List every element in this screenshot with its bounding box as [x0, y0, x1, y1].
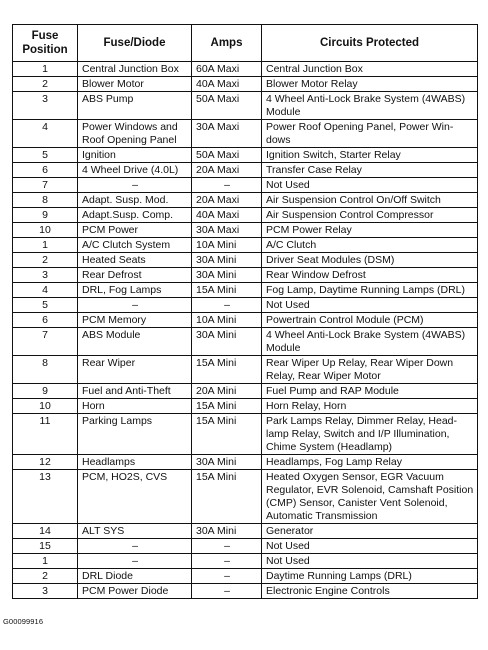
cell-circuits-protected: Horn Relay, Horn: [262, 399, 478, 414]
cell-amps: –: [192, 298, 262, 313]
cell-amps: 20A Maxi: [192, 163, 262, 178]
cell-fuse-diode: –: [78, 178, 192, 193]
cell-fuse-diode: Headlamps: [78, 455, 192, 470]
cell-fuse-position: 1: [13, 238, 78, 253]
table-row: [13, 539, 478, 554]
header-fuse-diode: Fuse/Diode: [78, 25, 192, 62]
header-amps: Amps: [192, 25, 262, 62]
cell-fuse-position: 2: [13, 77, 78, 92]
table-body: [13, 62, 478, 599]
cell-circuits-protected: A/C Clutch: [262, 238, 478, 253]
table-row: [13, 328, 478, 356]
cell-fuse-diode: Rear Wiper: [78, 356, 192, 384]
table-row: [13, 313, 478, 328]
cell-amps: 20A Maxi: [192, 193, 262, 208]
cell-fuse-diode: –: [78, 539, 192, 554]
cell-amps: 15A Mini: [192, 283, 262, 298]
cell-circuits-protected: Central Junction Box: [262, 62, 478, 77]
cell-fuse-position: 12: [13, 455, 78, 470]
cell-fuse-diode: Parking Lamps: [78, 414, 192, 455]
cell-fuse-diode: Rear Defrost: [78, 268, 192, 283]
cell-fuse-position: 8: [13, 356, 78, 384]
table-row: [13, 223, 478, 238]
cell-circuits-protected: Headlamps, Fog Lamp Relay: [262, 455, 478, 470]
cell-circuits-protected: Daytime Running Lamps (DRL): [262, 569, 478, 584]
table-row: [13, 253, 478, 268]
cell-amps: 30A Mini: [192, 524, 262, 539]
table-row: [13, 524, 478, 539]
cell-fuse-position: 11: [13, 414, 78, 455]
cell-circuits-protected: Blower Motor Relay: [262, 77, 478, 92]
cell-fuse-position: 9: [13, 208, 78, 223]
fuse-table: [12, 24, 478, 599]
cell-fuse-position: 2: [13, 253, 78, 268]
table-row: [13, 178, 478, 193]
cell-fuse-position: 7: [13, 328, 78, 356]
cell-fuse-diode: DRL, Fog Lamps: [78, 283, 192, 298]
cell-fuse-diode: –: [78, 554, 192, 569]
cell-fuse-position: 14: [13, 524, 78, 539]
header-position-line2: Position: [22, 44, 68, 56]
figure-id: G00099916: [3, 617, 44, 626]
cell-fuse-diode: Horn: [78, 399, 192, 414]
table-row: [13, 414, 478, 455]
cell-amps: 10A Mini: [192, 313, 262, 328]
cell-fuse-position: 7: [13, 178, 78, 193]
cell-amps: 20A Mini: [192, 384, 262, 399]
cell-amps: 40A Maxi: [192, 208, 262, 223]
cell-circuits-protected: Powertrain Control Module (PCM): [262, 313, 478, 328]
cell-amps: 30A Mini: [192, 328, 262, 356]
cell-amps: 15A Mini: [192, 470, 262, 524]
cell-fuse-position: 2: [13, 569, 78, 584]
cell-fuse-position: 1: [13, 554, 78, 569]
cell-fuse-diode: DRL Diode: [78, 569, 192, 584]
table-row: [13, 268, 478, 283]
cell-circuits-protected: Not Used: [262, 554, 478, 569]
cell-amps: 50A Maxi: [192, 148, 262, 163]
cell-fuse-diode: Heated Seats: [78, 253, 192, 268]
cell-fuse-position: 3: [13, 268, 78, 283]
table-row: [13, 356, 478, 384]
cell-fuse-position: 10: [13, 399, 78, 414]
cell-fuse-position: 5: [13, 148, 78, 163]
cell-circuits-protected: Electronic Engine Controls: [262, 584, 478, 599]
cell-fuse-position: 9: [13, 384, 78, 399]
header-position-line1: Fuse: [31, 30, 59, 42]
cell-circuits-protected: Not Used: [262, 539, 478, 554]
cell-circuits-protected: PCM Power Relay: [262, 223, 478, 238]
table-row: [13, 554, 478, 569]
cell-fuse-diode: PCM Power: [78, 223, 192, 238]
table-row: [13, 77, 478, 92]
cell-amps: 30A Mini: [192, 253, 262, 268]
cell-amps: 15A Mini: [192, 356, 262, 384]
cell-circuits-protected: Heated Oxygen Sensor, EGR Vacuum Regulator, EVR Solenoid, Camshaft Position (CMP) Sensor, Canister Vent Solenoid, Automatic Transmission: [262, 470, 478, 524]
cell-circuits-protected: Rear Wiper Up Relay, Rear Wiper Down Relay, Rear Wiper Motor: [262, 356, 478, 384]
cell-circuits-protected: Transfer Case Relay: [262, 163, 478, 178]
cell-amps: 40A Maxi: [192, 77, 262, 92]
cell-amps: –: [192, 178, 262, 193]
cell-fuse-position: 8: [13, 193, 78, 208]
cell-amps: 15A Mini: [192, 399, 262, 414]
cell-amps: –: [192, 539, 262, 554]
cell-circuits-protected: Ignition Switch, Starter Relay: [262, 148, 478, 163]
cell-fuse-diode: Power Windows and Roof Opening Panel: [78, 120, 192, 148]
cell-fuse-diode: PCM Power Diode: [78, 584, 192, 599]
cell-fuse-position: 10: [13, 223, 78, 238]
cell-amps: –: [192, 569, 262, 584]
cell-amps: 30A Mini: [192, 455, 262, 470]
header-fuse-position: [13, 25, 78, 62]
cell-circuits-protected: Not Used: [262, 298, 478, 313]
cell-fuse-diode: –: [78, 298, 192, 313]
table-row: [13, 238, 478, 253]
cell-circuits-protected: Rear Window Defrost: [262, 268, 478, 283]
table-row: [13, 470, 478, 524]
table-row: [13, 193, 478, 208]
cell-amps: 50A Maxi: [192, 92, 262, 120]
cell-circuits-protected: Not Used: [262, 178, 478, 193]
cell-fuse-diode: Ignition: [78, 148, 192, 163]
header-row: [13, 25, 478, 62]
cell-amps: 60A Maxi: [192, 62, 262, 77]
cell-fuse-position: 6: [13, 163, 78, 178]
table-row: [13, 208, 478, 223]
cell-fuse-diode: Adapt.Susp. Comp.: [78, 208, 192, 223]
cell-circuits-protected: Air Suspension Control Compressor: [262, 208, 478, 223]
cell-fuse-diode: Adapt. Susp. Mod.: [78, 193, 192, 208]
cell-fuse-diode: PCM, HO2S, CVS: [78, 470, 192, 524]
cell-circuits-protected: Generator: [262, 524, 478, 539]
cell-amps: 15A Mini: [192, 414, 262, 455]
cell-fuse-diode: Fuel and Anti-Theft: [78, 384, 192, 399]
cell-fuse-diode: A/C Clutch System: [78, 238, 192, 253]
cell-fuse-diode: PCM Memory: [78, 313, 192, 328]
table-row: [13, 399, 478, 414]
cell-circuits-protected: Fuel Pump and RAP Module: [262, 384, 478, 399]
table-row: [13, 62, 478, 77]
cell-circuits-protected: Park Lamps Relay, Dimmer Relay, Head-lamp Relay, Switch and I/P Illumination, Chime System (Headlamp): [262, 414, 478, 455]
cell-fuse-position: 3: [13, 92, 78, 120]
cell-fuse-position: 3: [13, 584, 78, 599]
table-row: [13, 92, 478, 120]
cell-circuits-protected: 4 Wheel Anti-Lock Brake System (4WABS) Module: [262, 92, 478, 120]
table-row: [13, 455, 478, 470]
cell-circuits-protected: Power Roof Opening Panel, Power Win-dows: [262, 120, 478, 148]
cell-amps: –: [192, 584, 262, 599]
cell-circuits-protected: Fog Lamp, Daytime Running Lamps (DRL): [262, 283, 478, 298]
cell-fuse-position: 1: [13, 62, 78, 77]
cell-amps: –: [192, 554, 262, 569]
cell-amps: 30A Maxi: [192, 120, 262, 148]
header-circuits-protected: Circuits Protected: [262, 25, 478, 62]
table-row: [13, 120, 478, 148]
cell-fuse-position: 4: [13, 283, 78, 298]
cell-fuse-position: 13: [13, 470, 78, 524]
cell-fuse-diode: ABS Module: [78, 328, 192, 356]
cell-fuse-diode: Blower Motor: [78, 77, 192, 92]
cell-amps: 30A Maxi: [192, 223, 262, 238]
cell-circuits-protected: 4 Wheel Anti-Lock Brake System (4WABS) Module: [262, 328, 478, 356]
table-row: [13, 148, 478, 163]
table-row: [13, 584, 478, 599]
cell-amps: 10A Mini: [192, 238, 262, 253]
cell-fuse-position: 15: [13, 539, 78, 554]
table-row: [13, 384, 478, 399]
cell-circuits-protected: Driver Seat Modules (DSM): [262, 253, 478, 268]
table-row: [13, 569, 478, 584]
cell-fuse-diode: Central Junction Box: [78, 62, 192, 77]
cell-fuse-diode: ABS Pump: [78, 92, 192, 120]
table-row: [13, 298, 478, 313]
table-row: [13, 283, 478, 298]
cell-fuse-position: 5: [13, 298, 78, 313]
cell-fuse-diode: ALT SYS: [78, 524, 192, 539]
cell-fuse-position: 6: [13, 313, 78, 328]
cell-fuse-position: 4: [13, 120, 78, 148]
table-row: [13, 163, 478, 178]
cell-circuits-protected: Air Suspension Control On/Off Switch: [262, 193, 478, 208]
cell-fuse-diode: 4 Wheel Drive (4.0L): [78, 163, 192, 178]
cell-amps: 30A Mini: [192, 268, 262, 283]
